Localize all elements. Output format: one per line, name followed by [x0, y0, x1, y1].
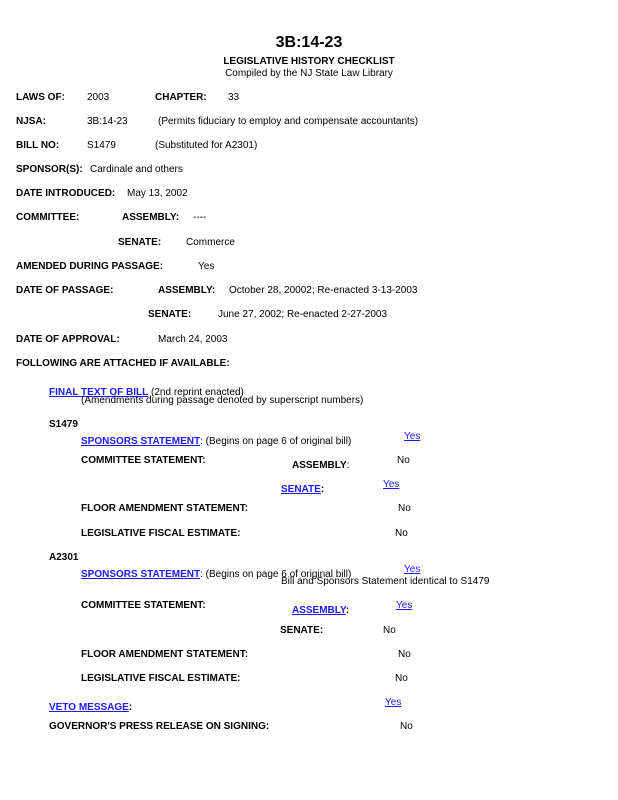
a2301-sponsors-statement-link[interactable]: SPONSORS STATEMENT [81, 569, 201, 580]
s1479-senate-link[interactable]: SENATE [281, 484, 321, 495]
a2301-assembly-link[interactable]: ASSEMBLY [292, 605, 346, 616]
date-of-approval-value: March 24, 2003 [158, 334, 228, 345]
final-text-link[interactable]: FINAL TEXT OF BILL [49, 387, 149, 398]
date-introduced-label: DATE INTRODUCED: [16, 188, 116, 199]
a2301-floor-label: FLOOR AMENDMENT STATEMENT: [81, 649, 249, 660]
njsa-value: 3B:14-23 [87, 116, 128, 127]
page-title: 3B:14-23 [275, 34, 343, 51]
a2301-senate-value: No [383, 625, 396, 636]
amended-label: AMENDED DURING PASSAGE: [16, 261, 164, 272]
bill-no-value: S1479 [87, 140, 116, 151]
a2301-sponsors-note: : (Begins on page 6 of original bill) [200, 569, 352, 580]
s1479-senate-row [281, 479, 324, 497]
passage-assembly-label: ASSEMBLY: [158, 285, 216, 296]
a2301-senate-label: SENATE: [280, 625, 324, 636]
press-release-label: GOVERNOR'S PRESS RELEASE ON SIGNING: [49, 721, 270, 732]
final-text-note: (2nd reprint enacted) [148, 387, 244, 398]
s1479-assembly-colon: : [346, 460, 350, 471]
sponsors-label: SPONSOR(S): [16, 164, 83, 175]
s1479-assembly-row [292, 455, 349, 473]
njsa-label: NJSA: [16, 116, 47, 127]
committee-assembly-value: ---- [193, 212, 207, 223]
a2301-assembly-row [292, 600, 349, 618]
laws-of-label: LAWS OF: [16, 92, 65, 103]
veto-yes-link[interactable]: Yes [385, 697, 402, 708]
compiled-by: Compiled by the NJ State Law Library [225, 68, 393, 79]
chapter-value: 33 [228, 92, 240, 103]
s1479-floor-label: FLOOR AMENDMENT STATEMENT: [81, 503, 249, 514]
laws-of-value: 2003 [87, 92, 110, 103]
committee-senate-value: Commerce [186, 237, 235, 248]
a2301-heading: A2301 [49, 552, 79, 563]
date-introduced-value: May 13, 2002 [127, 188, 188, 199]
a2301-identical-note: Bill and Sponsors Statement identical to S1479 [281, 576, 490, 587]
date-of-passage-label: DATE OF PASSAGE: [16, 285, 114, 296]
s1479-assembly-value: No [397, 455, 410, 466]
s1479-committee-label: COMMITTEE STATEMENT: [81, 455, 206, 466]
a2301-assembly-yes-link[interactable]: Yes [396, 600, 413, 611]
passage-senate-label: SENATE: [148, 309, 192, 320]
passage-assembly-value: October 28, 20002; Re-enacted 3-13-2003 [229, 285, 418, 296]
s1479-floor-value: No [398, 503, 411, 514]
chapter-label: CHAPTER: [155, 92, 207, 103]
s1479-sponsors-statement-link[interactable]: SPONSORS STATEMENT [81, 436, 201, 447]
s1479-heading: S1479 [49, 419, 78, 430]
page-subtitle: LEGISLATIVE HISTORY CHECKLIST [223, 56, 395, 67]
s1479-sponsors-note: : (Begins on page 6 of original bill) [200, 436, 352, 447]
s1479-fiscal-value: No [395, 528, 408, 539]
a2301-assembly-colon: : [345, 605, 350, 616]
committee-senate-label: SENATE: [118, 237, 162, 248]
s1479-senate-colon: : [320, 484, 325, 495]
veto-colon: : [128, 702, 133, 713]
sponsors-value: Cardinale and others [90, 164, 183, 175]
a2301-fiscal-value: No [395, 673, 408, 684]
passage-senate-value: June 27, 2002; Re-enacted 2-27-2003 [218, 309, 388, 320]
press-release-value: No [400, 721, 413, 732]
s1479-fiscal-label: LEGISLATIVE FISCAL ESTIMATE: [81, 528, 241, 539]
veto-message-link[interactable]: VETO MESSAGE [49, 702, 129, 713]
amended-value: Yes [198, 261, 215, 272]
attached-heading: FOLLOWING ARE ATTACHED IF AVAILABLE: [16, 358, 230, 369]
committee-label: COMMITTEE: [16, 212, 80, 223]
bill-no-label: BILL NO: [16, 140, 60, 151]
a2301-floor-value: No [398, 649, 411, 660]
s1479-assembly-label: ASSEMBLY [292, 460, 347, 471]
a2301-fiscal-label: LEGISLATIVE FISCAL ESTIMATE: [81, 673, 241, 684]
amendments-note: (Amendments during passage denoted by superscript numbers) [81, 395, 364, 406]
date-of-approval-label: DATE OF APPROVAL: [16, 334, 120, 345]
veto-row [49, 697, 132, 715]
a2301-sponsors-yes-link[interactable]: Yes [404, 564, 421, 575]
bill-substituted-note: (Substituted for A2301) [155, 140, 258, 151]
a2301-committee-label: COMMITTEE STATEMENT: [81, 600, 206, 611]
committee-assembly-label: ASSEMBLY: [122, 212, 180, 223]
s1479-sponsors-row [81, 431, 351, 449]
s1479-sponsors-yes-link[interactable]: Yes [404, 431, 421, 442]
njsa-description: (Permits fiduciary to employ and compensate accountants) [158, 116, 419, 127]
s1479-senate-yes-link[interactable]: Yes [383, 479, 400, 490]
